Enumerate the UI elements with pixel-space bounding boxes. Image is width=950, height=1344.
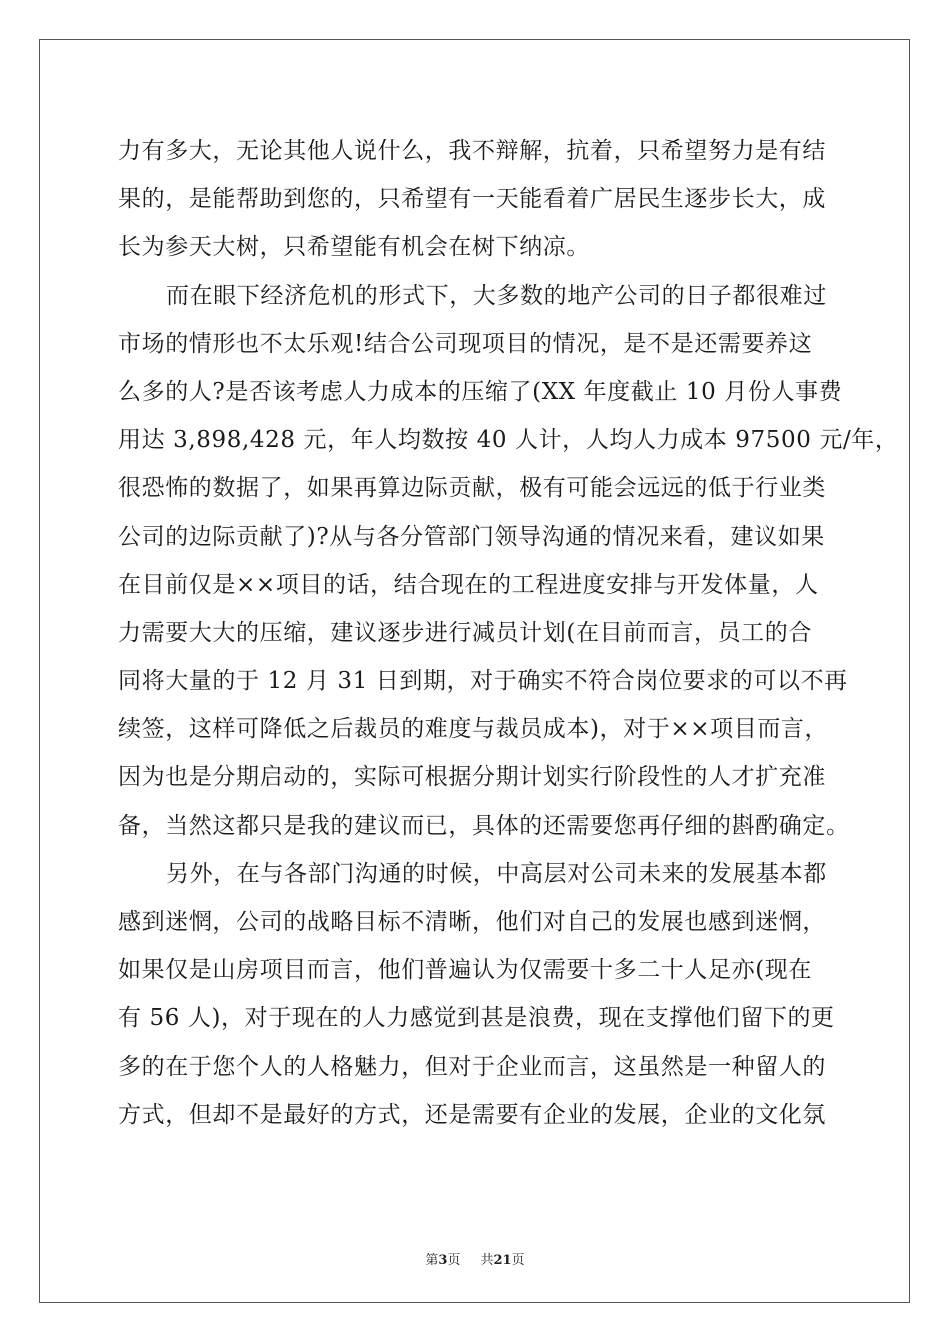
text-line: 因为也是分期启动的，实际可根据分期计划实行阶段性的人才扩充准 [118,764,826,791]
text-line: 很恐怖的数据了，如果再算边际贡献，极有可能会远远的低于行业类 [118,475,826,502]
page-footer [0,1249,950,1268]
document-body [118,127,899,1139]
text-line: 感到迷惘，公司的战略目标不清晰，他们对自己的发展也感到迷惘， [118,909,826,935]
text-line: 在目前仅是××项目的话，结合现在的工程进度安排与开发体量，人 [118,571,819,598]
text-line: 公司的边际贡献了)?从与各分管部门领导沟通的情况来看，建议如果 [118,523,825,550]
paragraph-first-line: 另外，在与各部门沟通的时候，中高层对公司未来的发展基本都 [166,860,827,887]
text-line: 力需要大大的压缩，建议逐步进行减员计划(在目前而言，员工的合 [118,619,812,646]
total-suffix: 页 [511,1253,525,1268]
text-line: 备，当然这都只是我的建议而已，具体的还需要您再仔细的斟酌确定。 [118,812,850,839]
text-line: 多的在于您个人的人格魅力，但对于企业而言，这虽然是一种留人的 [118,1053,826,1080]
text-line: 如果仅是山房项目而言，他们普遍认为仅需要十多二十人足亦(现在 [118,957,812,984]
text-line: 同将大量的于 12 月 31 日到期，对于确实不符合岗位要求的可以不再 [118,668,848,695]
page-suffix: 页 [447,1253,461,1268]
text-line: 长为参天大树，只希望能有机会在树下纳凉。 [118,234,590,261]
page-number: 3 [438,1253,448,1268]
text-line: 市场的情形也不太乐观!结合公司现项目的情况，是不是还需要养这 [118,330,813,357]
text-line: 果的，是能帮助到您的，只希望有一天能看着广居民生逐步长大，成 [118,186,826,213]
paragraph-first-line: 而在眼下经济危机的形式下，大多数的地产公司的日子都很难过 [166,282,827,309]
total-pages: 21 [493,1253,512,1268]
text-line: 用达 3,898,428 元，年人均数按 40 人计，人均人力成本 97500 元/年， [118,427,899,454]
page-prefix: 第 [425,1253,439,1268]
text-line: 么多的人?是否该考虑人力成本的压缩了(XX 年度截止 10 月份人事费 [118,378,843,405]
text-line: 方式，但却不是最好的方式，还是需要有企业的发展，企业的文化氛 [118,1101,826,1128]
total-prefix: 共 [480,1253,494,1268]
text-line: 续签，这样可降低之后裁员的难度与裁员成本)，对于××项目而言， [118,716,829,743]
text-line: 力有多大，无论其他人说什么，我不辩解，抗着，只希望努力是有结 [118,138,826,164]
text-line: 有 56 人)，对于现在的人力感觉到甚是浪费，现在支撑他们留下的更 [118,1005,835,1032]
